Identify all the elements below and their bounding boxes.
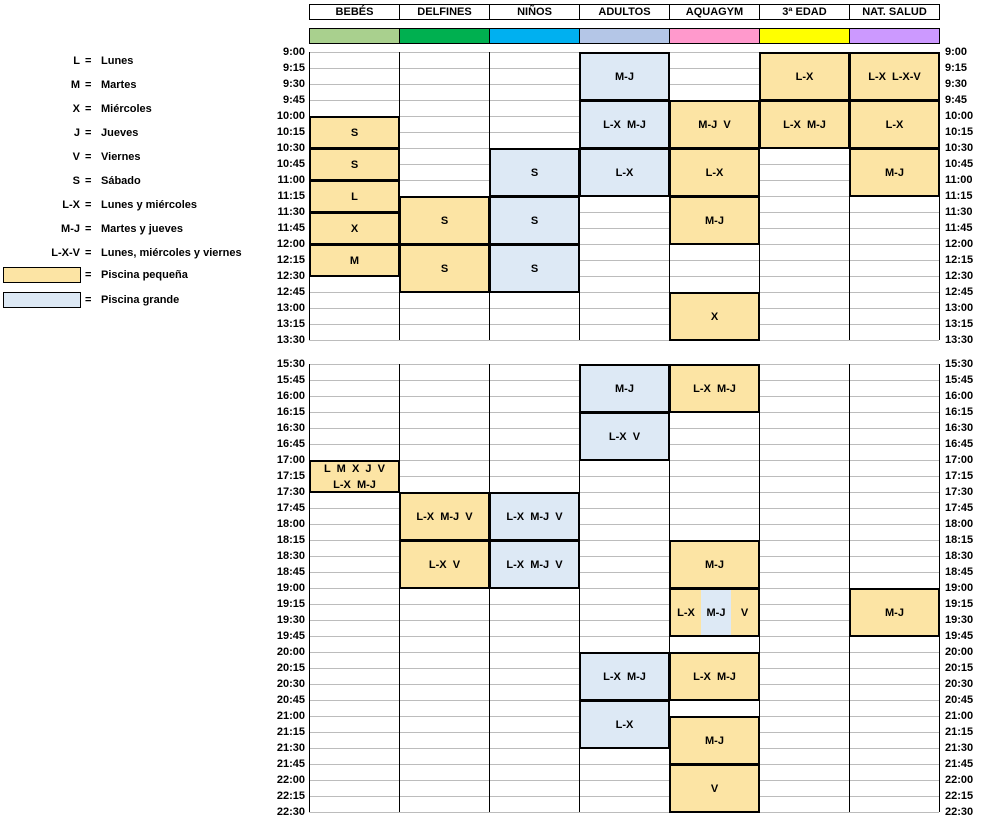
legend-abbr-l: L: [73, 55, 80, 67]
time-label-right: 11:30: [945, 206, 973, 218]
time-label-right: 16:15: [945, 406, 974, 418]
time-label-right: 21:00: [945, 710, 974, 722]
legend-text-x: Miércoles: [101, 103, 152, 115]
time-label-left: 15:30: [276, 358, 305, 370]
legend-text-m-j: Martes y jueves: [101, 223, 183, 235]
grid-row-line: [309, 812, 939, 813]
time-label-right: 16:45: [945, 438, 974, 450]
time-label-right: 10:45: [945, 158, 974, 170]
column-color-bar: [849, 28, 940, 44]
time-label-right: 17:45: [945, 502, 974, 514]
legend-abbr-j: J: [73, 127, 80, 139]
session-block-aquagym-split: [669, 588, 760, 637]
session-block-aquagym: M-J: [669, 716, 760, 765]
session-part-v: V: [731, 590, 758, 635]
time-label-left: 22:30: [276, 806, 305, 818]
session-block-nat-salud: M-J: [849, 588, 940, 637]
session-block-adultos: M-J: [579, 52, 670, 101]
time-label-left: 12:45: [276, 286, 305, 298]
time-label-right: 17:30: [945, 486, 974, 498]
time-label-right: 22:00: [945, 774, 974, 786]
time-label-right: 20:15: [945, 662, 974, 674]
grid-row-line: [309, 764, 939, 765]
session-block-ni-os: S: [489, 148, 580, 197]
time-label-left: 13:00: [276, 302, 305, 314]
session-block-ni-os: L-X M-J V: [489, 540, 580, 589]
grid-row-line: [309, 796, 939, 797]
time-label-right: 18:30: [945, 550, 974, 562]
session-block-beb-s: L: [309, 180, 400, 213]
legend-text-m: Martes: [101, 79, 137, 91]
time-label-right: 16:00: [945, 390, 974, 402]
column-color-bar: [669, 28, 760, 44]
time-label-right: 10:30: [945, 142, 974, 154]
time-label-right: 12:00: [945, 238, 974, 250]
time-label-right: 9:45: [945, 94, 968, 106]
time-label-left: 19:00: [276, 582, 305, 594]
time-label-left: 10:30: [276, 142, 305, 154]
time-label-left: 20:45: [276, 694, 305, 706]
grid-row-line: [309, 340, 939, 341]
column-color-bar: [309, 28, 400, 44]
legend-equals: =: [85, 199, 92, 211]
time-label-right: 17:00: [945, 454, 974, 466]
time-label-left: 10:45: [276, 158, 305, 170]
session-block-delfines: S: [399, 196, 490, 245]
session-part-l-x: L-X: [671, 590, 701, 635]
legend-equals: =: [85, 247, 92, 259]
time-label-left: 21:30: [276, 742, 305, 754]
time-label-left: 17:15: [276, 470, 305, 482]
time-label-right: 21:45: [945, 758, 974, 770]
session-block-beb-s: M: [309, 244, 400, 277]
time-label-left: 12:00: [276, 238, 305, 250]
time-label-right: 13:00: [945, 302, 974, 314]
time-label-left: 10:00: [276, 110, 305, 122]
time-label-left: 11:15: [277, 190, 305, 202]
time-label-left: 12:15: [276, 254, 305, 266]
grid-column-line: [309, 364, 310, 812]
time-label-left: 18:00: [276, 518, 305, 530]
time-label-left: 16:45: [276, 438, 305, 450]
time-label-left: 9:00: [282, 46, 305, 58]
column-color-bar: [579, 28, 670, 44]
time-label-right: 18:45: [945, 566, 974, 578]
time-label-right: 12:45: [945, 286, 974, 298]
legend-text-l-x: Lunes y miércoles: [101, 199, 197, 211]
time-label-left: 19:15: [276, 598, 305, 610]
session-block-beb-s: S: [309, 148, 400, 181]
legend-text-v: Viernes: [101, 151, 141, 163]
time-label-right: 20:45: [945, 694, 974, 706]
time-label-left: 12:30: [276, 270, 305, 282]
session-block-adultos: L-X: [579, 700, 670, 749]
time-label-right: 18:15: [945, 534, 974, 546]
legend-text-l-x-v: Lunes, miércoles y viernes: [101, 247, 242, 259]
time-label-left: 17:45: [276, 502, 305, 514]
legend-equals: =: [85, 151, 92, 163]
time-label-left: 19:45: [276, 630, 305, 642]
grid-row-line: [309, 476, 939, 477]
session-block-adultos: L-X V: [579, 412, 670, 461]
time-label-right: 12:30: [945, 270, 974, 282]
time-label-right: 21:30: [945, 742, 974, 754]
grid-row-line: [309, 636, 939, 637]
time-label-left: 18:15: [276, 534, 305, 546]
legend-swatch-small-pool: [3, 267, 81, 283]
time-label-right: 9:00: [945, 46, 968, 58]
time-label-left: 22:00: [276, 774, 305, 786]
legend-swatch-large-pool: [3, 292, 81, 308]
time-label-right: 19:30: [945, 614, 974, 626]
time-label-left: 16:15: [276, 406, 305, 418]
session-block-nat-salud: L-X: [849, 100, 940, 149]
legend-abbr-l-x: L-X: [62, 199, 80, 211]
time-label-right: 18:00: [945, 518, 974, 530]
time-label-right: 17:15: [945, 470, 974, 482]
session-block-delfines: S: [399, 244, 490, 293]
time-label-left: 16:30: [276, 422, 305, 434]
time-label-left: 18:45: [276, 566, 305, 578]
session-block-aquagym: V: [669, 764, 760, 813]
session-block-delfines: L-X V: [399, 540, 490, 589]
session-block-delfines: L-X M-J V: [399, 492, 490, 541]
session-block-adultos: L-X: [579, 148, 670, 197]
time-label-left: 21:15: [276, 726, 305, 738]
session-block-aquagym: M-J: [669, 540, 760, 589]
grid-row-line: [309, 604, 939, 605]
session-block-ni-os: L-X M-J V: [489, 492, 580, 541]
time-label-right: 13:30: [945, 334, 974, 346]
session-part-m-j: M-J: [701, 590, 731, 635]
time-label-right: 20:00: [945, 646, 974, 658]
column-color-bar: [489, 28, 580, 44]
column-color-bar: [399, 28, 490, 44]
column-header-aquagym: AQUAGYM: [669, 4, 760, 20]
session-block-aquagym: L-X M-J: [669, 364, 760, 413]
time-label-left: 20:15: [276, 662, 305, 674]
time-label-left: 10:15: [276, 126, 305, 138]
time-label-left: 11:30: [277, 206, 305, 218]
legend-equals: =: [85, 269, 92, 281]
legend-equals: =: [85, 223, 92, 235]
column-header-ni-os: NIÑOS: [489, 4, 580, 20]
grid-row-line: [309, 780, 939, 781]
time-label-right: 22:30: [945, 806, 974, 818]
time-label-left: 17:30: [276, 486, 305, 498]
legend-equals: =: [85, 294, 92, 306]
time-label-left: 9:45: [282, 94, 305, 106]
session-block-nat-salud: L-X L-X-V: [849, 52, 940, 101]
time-label-right: 16:30: [945, 422, 974, 434]
legend-abbr-l-x-v: L-X-V: [51, 247, 80, 259]
legend-swatch-label: Piscina pequeña: [101, 269, 188, 281]
time-label-right: 13:15: [945, 318, 974, 330]
time-label-left: 18:30: [276, 550, 305, 562]
time-label-right: 11:45: [945, 222, 973, 234]
legend-abbr-s: S: [72, 175, 80, 187]
time-label-right: 15:30: [945, 358, 974, 370]
time-label-left: 16:00: [276, 390, 305, 402]
session-block-aquagym: M-J: [669, 196, 760, 245]
legend-text-j: Jueves: [101, 127, 139, 139]
legend-equals: =: [85, 79, 92, 91]
column-header-nat-salud: NAT. SALUD: [849, 4, 940, 20]
time-label-right: 11:00: [945, 174, 973, 186]
session-block-beb-s: X: [309, 212, 400, 245]
column-header-beb-s: BEBÉS: [309, 4, 400, 20]
session-block-aquagym: M-J V: [669, 100, 760, 149]
legend-text-s: Sábado: [101, 175, 141, 187]
column-header-delfines: DELFINES: [399, 4, 490, 20]
column-header-adultos: ADULTOS: [579, 4, 670, 20]
session-block-ni-os: S: [489, 244, 580, 293]
time-label-left: 20:00: [276, 646, 305, 658]
time-label-right: 11:15: [945, 190, 973, 202]
time-label-left: 11:00: [277, 174, 305, 186]
time-label-left: 13:15: [276, 318, 305, 330]
time-label-right: 15:45: [945, 374, 974, 386]
legend-equals: =: [85, 127, 92, 139]
session-block-aquagym: L-X M-J: [669, 652, 760, 701]
grid-row-line: [309, 620, 939, 621]
time-label-right: 20:30: [945, 678, 974, 690]
time-label-right: 19:00: [945, 582, 974, 594]
time-label-left: 21:45: [276, 758, 305, 770]
session-block-adultos: L-X M-J: [579, 652, 670, 701]
grid-row-line: [309, 308, 939, 309]
legend-equals: =: [85, 103, 92, 115]
legend-swatch-label: Piscina grande: [101, 294, 180, 306]
session-block-adultos: M-J: [579, 364, 670, 413]
column-header-3-edad: 3ª EDAD: [759, 4, 850, 20]
grid-row-line: [309, 324, 939, 325]
time-label-right: 19:45: [945, 630, 974, 642]
session-block-nat-salud: M-J: [849, 148, 940, 197]
session-block-adultos: L-X M-J: [579, 100, 670, 149]
time-label-left: 21:00: [276, 710, 305, 722]
time-label-left: 22:15: [276, 790, 305, 802]
time-label-left: 11:45: [277, 222, 305, 234]
legend-equals: =: [85, 55, 92, 67]
time-label-left: 9:15: [282, 62, 305, 74]
time-label-right: 9:30: [945, 78, 968, 90]
time-label-left: 9:30: [282, 78, 305, 90]
time-label-left: 15:45: [276, 374, 305, 386]
legend-abbr-m-j: M-J: [61, 223, 80, 235]
time-label-right: 9:15: [945, 62, 968, 74]
session-block-beb-s: L M X J V L-X M-J: [309, 460, 400, 493]
session-block-aquagym: L-X: [669, 148, 760, 197]
time-label-left: 19:30: [276, 614, 305, 626]
time-label-right: 21:15: [945, 726, 974, 738]
legend-abbr-m: M: [70, 79, 80, 91]
time-label-right: 10:00: [945, 110, 974, 122]
time-label-left: 20:30: [276, 678, 305, 690]
time-label-left: 13:30: [276, 334, 305, 346]
legend-equals: =: [85, 175, 92, 187]
column-color-bar: [759, 28, 850, 44]
session-block-aquagym: X: [669, 292, 760, 341]
time-label-right: 10:15: [945, 126, 974, 138]
session-block-beb-s: S: [309, 116, 400, 149]
time-label-left: 17:00: [276, 454, 305, 466]
time-label-right: 19:15: [945, 598, 974, 610]
session-block-3-edad: L-X M-J: [759, 100, 850, 149]
session-block-3-edad: L-X: [759, 52, 850, 101]
time-label-right: 22:15: [945, 790, 974, 802]
legend-abbr-v: V: [72, 151, 80, 163]
session-block-ni-os: S: [489, 196, 580, 245]
legend-text-l: Lunes: [101, 55, 134, 67]
time-label-right: 12:15: [945, 254, 974, 266]
legend-abbr-x: X: [72, 103, 80, 115]
